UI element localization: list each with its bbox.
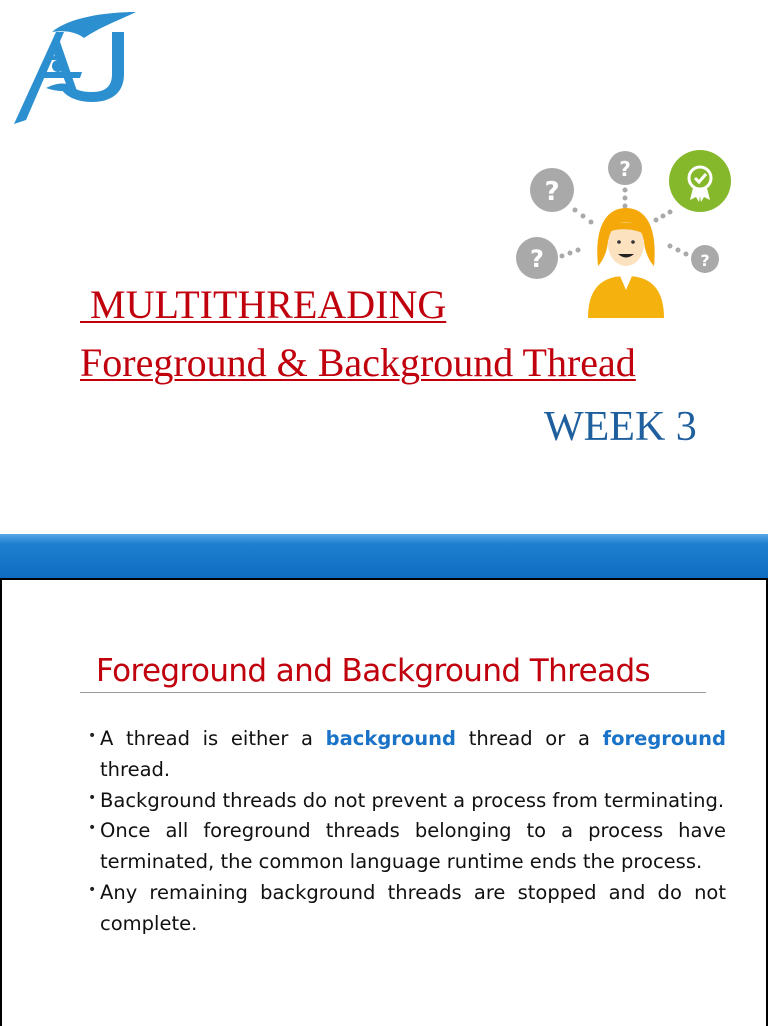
main-title: MULTITHREADING (80, 282, 447, 327)
svg-text:?: ? (544, 177, 560, 207)
svg-text:?: ? (700, 251, 710, 270)
subtitle: Foreground & Background Thread (80, 340, 636, 385)
person-with-question-marks-icon (510, 148, 736, 318)
bullet-text: thread. (100, 757, 171, 781)
bullet-item (88, 724, 726, 786)
highlight-background: background (325, 727, 457, 750)
heading-underline-rule (80, 692, 706, 693)
highlight-foreground: foreground (602, 727, 727, 750)
slide-heading: Foreground and Background Threads (96, 653, 651, 689)
bullet-item: • Background threads do not prevent a process from terminating. (88, 786, 726, 817)
university-logo-icon (12, 8, 140, 126)
blue-divider-band (0, 534, 768, 578)
bullet-item: • Once all foreground threads belonging to a process have terminated, the common language runtime ends the process. (88, 816, 726, 878)
bullet-text: thread or a (456, 727, 603, 750)
week-label: WEEK 3 (544, 404, 697, 450)
svg-text:?: ? (619, 157, 631, 181)
bullet-item: • Any remaining background threads are stopped and do not complete. (88, 878, 726, 940)
svg-text:?: ? (530, 245, 544, 273)
bullet-text: A thread is either a (100, 727, 326, 750)
bullet-list (88, 724, 726, 940)
